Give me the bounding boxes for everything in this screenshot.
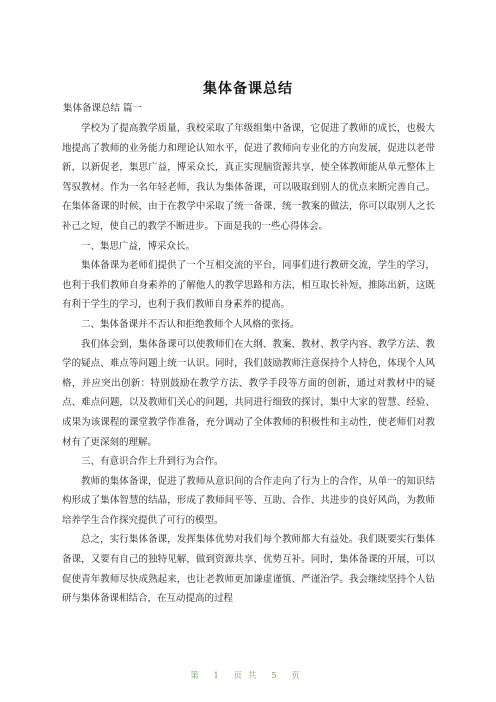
paragraph: 我们体会到，集体备课可以使教师们在大纲、教案、教材、教学内容、教学方法、教学的疑点、难点等问题上统一认识。同时，我们鼓励教师注意保持个人特色，体现个人风格，并应突出创新：特别鼓励在教学方法、教学手段等方面的创新，通过对教材中的疑点、难点问题，以及教师们关心的问题，共同进行细致的探讨，集中大家的智慧、经验、成果为该课程的课堂教学作准备，充分调动了全体教师的积极性和主动性，使老师们对教材有了更深刻的理解。 [62, 338, 435, 448]
section-heading: 一、集思广益，博采众长。 [81, 240, 196, 252]
page-footer: 第 1 页共 5 页 [190, 671, 306, 681]
paragraph: 集体备课为老师们提供了一个互相交流的平台，同事们进行教研交流，学生的学习，也利于我们教师自身素养的了解他人的教学思路和方法，相互取长补短，推陈出新，这既有利于学生的学习，也利于我们教师自身素养的提高。 [62, 260, 435, 311]
paragraph: 总之，实行集体备课，发挥集体优势对我们每个教师都大有益处。我们既要实行集体备课，又要有自己的独特见解，做到资源共享、优势互补。同时，集体备课的开展，可以促使青年教师尽快成熟起来，也让老教师更加谦虚谨慎、严谨治学。我会继续坚持个人钻研与集体备课相结合，在互动提高的过程 [62, 534, 435, 605]
section-heading: 三、有意识合作上升到行为合作。 [81, 456, 224, 468]
document-body [62, 119, 435, 609]
section-heading: 二、集体备课并不否认和拒绝教师个人风格的张扬。 [81, 318, 300, 330]
document-title: 集体备课总结 [203, 81, 293, 97]
paragraph: 教师的集体备课，促进了教师从意识间的合作走向了行为上的合作，从单一的知识结构形成了集体智慧的结晶，形成了教师间平等、互助、合作、共进步的良好风尚，为教师培养学生合作探究提供了可行的模型。 [62, 475, 435, 526]
document-subtitle: 集体备课总结 篇一 [63, 103, 143, 114]
paragraph: 学校为了提高教学质量，我校采取了年级组集中备课，它促进了教师的成长，也极大地提高了教师的业务能力和理论认知水平，促进了教师向专业化的方向发展，促进以老带新，以新促老，集思广益，博采众长，真正实现脑资源共享，使全体教师能从单元整体上驾驭教材。作为一名年轻老师，我认为集体备课，可以吸取到别人的优点来断完善自己。在集体备课的时候，由于在教学中采取了统一备课、统一教案的做法，你可以取别人之长补己之短，使自己的教学不断进步。下面是我的一些心得体会。 [62, 123, 435, 232]
